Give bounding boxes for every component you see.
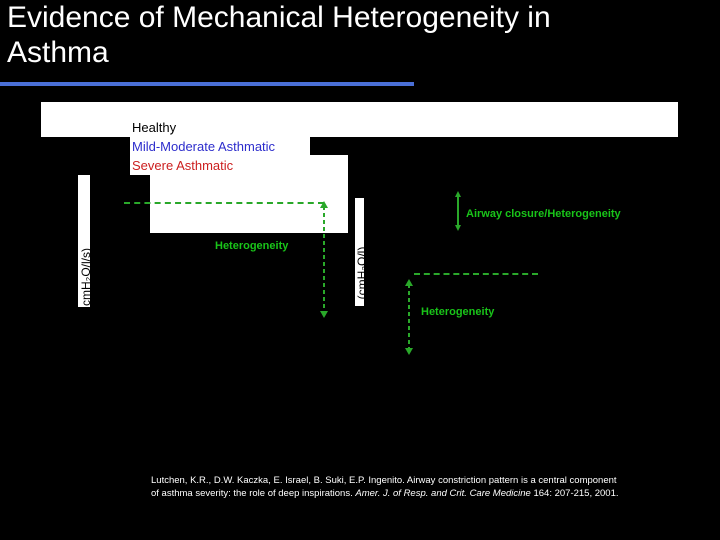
right-heterogeneity-label: Heterogeneity [421,306,495,318]
legend-item-mild-moderate: Mild-Moderate Asthmatic [132,139,276,154]
right-heterogeneity-arrow [405,279,413,355]
left-heterogeneity-arrow [320,201,328,318]
citation-journal: Amer. J. of Resp. and Crit. Care Medicine [355,488,531,499]
legend-item-severe: Severe Asthmatic [132,158,234,173]
right-chart-y-axis-label: , (cmH₂O/l) [355,246,369,306]
airway-closure-label: Airway closure/Heterogeneity [466,208,621,220]
citation-line-1: Lutchen, K.R., D.W. Kaczka, E. Israel, B. Suki, E.P. Ingenito. Airway constriction pattern is a central component [151,475,617,486]
left-heterogeneity-label: Heterogeneity [215,240,289,252]
citation-line-2-prefix: of asthma severity: the role of deep inspirations. [151,488,356,499]
slide-title-line-2: Asthma [7,36,109,69]
citation-line-2-suffix: 164: 207-215, 2001. [530,488,619,499]
legend-item-healthy: Healthy [132,120,177,135]
airway-closure-arrow [455,191,461,231]
left-chart-y-axis-label: cmH₂O/l/s) [79,248,93,306]
slide-title-line-1: Evidence of Mechanical Heterogeneity in [7,1,551,34]
citation-line-2 [151,487,619,500]
citation [151,474,619,500]
